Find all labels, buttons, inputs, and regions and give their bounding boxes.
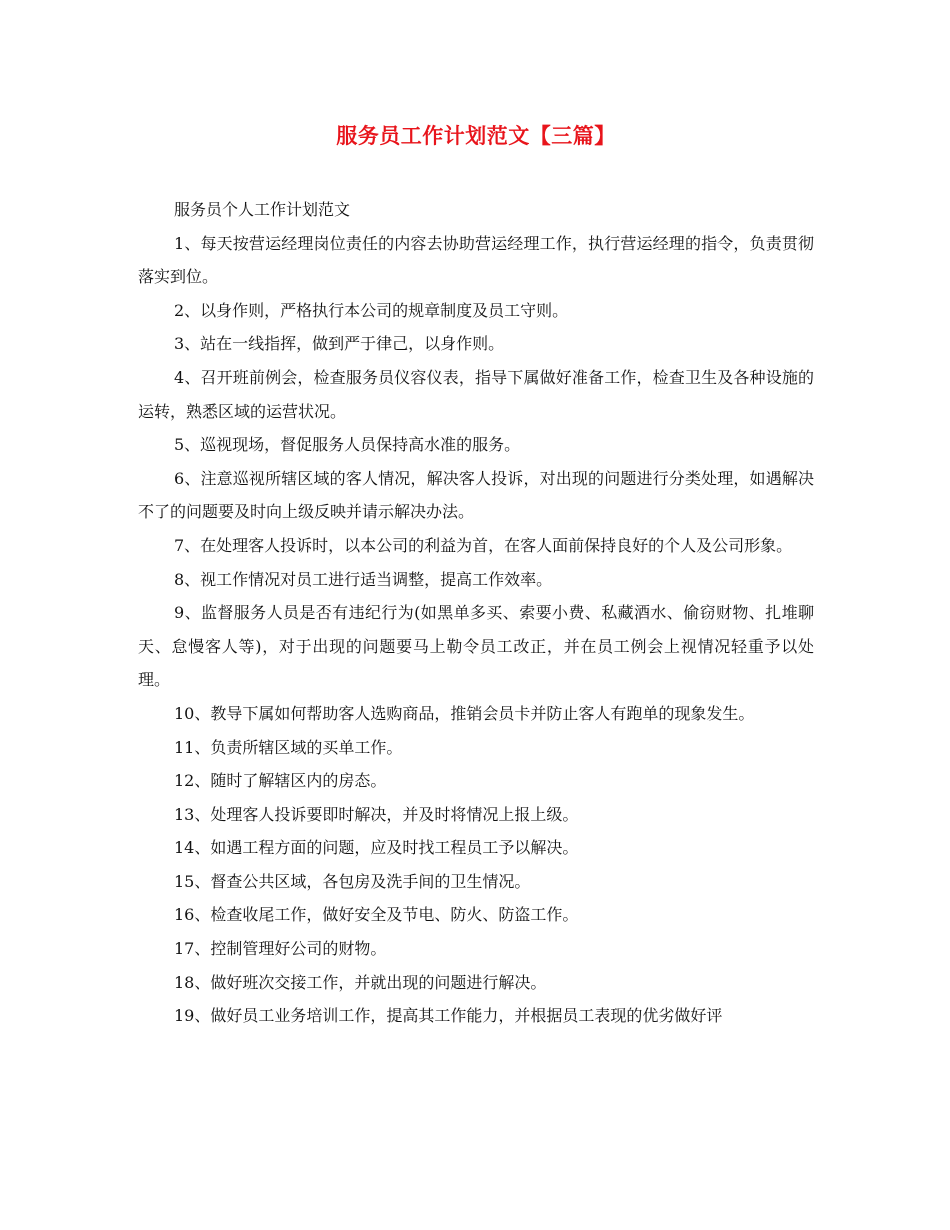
paragraph-item-5: 5、巡视现场，督促服务人员保持高水准的服务。 <box>174 435 521 455</box>
paragraph-item-18: 18、做好班次交接工作，并就出现的问题进行解决。 <box>174 972 547 992</box>
paragraph-item-10: 10、教导下属如何帮助客人选购商品，推销会员卡并防止客人有跑单的现象发生。 <box>174 703 755 723</box>
paragraph-item-16: 16、检查收尾工作，做好安全及节电、防火、防盗工作。 <box>174 905 579 925</box>
paragraph-item-17: 17、控制管理好公司的财物。 <box>174 939 387 959</box>
paragraph-item-14: 14、如遇工程方面的问题，应及时找工程员工予以解决。 <box>174 838 579 858</box>
paragraph-item-15: 15、督查公共区域，各包房及洗手间的卫生情况。 <box>174 871 531 891</box>
paragraph-item-8: 8、视工作情况对员工进行适当调整，提高工作效率。 <box>174 569 553 589</box>
paragraph-item-11: 11、负责所辖区域的买单工作。 <box>174 737 403 757</box>
paragraph-subtitle: 服务员个人工作计划范文 <box>174 200 351 219</box>
paragraph-item-4: 4、召开班前例会，检查服务员仪容仪表，指导下属做好准备工作，检查卫生及各种设施的运转，熟悉区域的运营状况。 <box>138 367 814 421</box>
paragraph-item-3: 3、站在一线指挥，做到严于律己，以身作则。 <box>174 334 505 354</box>
paragraph-item-13: 13、处理客人投诉要即时解决，并及时将情况上报上级。 <box>174 804 579 824</box>
paragraph-item-1: 1、每天按营运经理岗位责任的内容去协助营运经理工作，执行营运经理的指令，负责贯彻落实到位。 <box>138 233 814 287</box>
document-body <box>138 193 814 1033</box>
paragraph-item-9: 9、监督服务人员是否有违纪行为(如黑单多买、索要小费、私藏酒水、偷窃财物、扎堆聊天、怠慢客人等)，对于出现的问题要马上勒令员工改正，并在员工例会上视情况轻重予以处理。 <box>138 603 814 690</box>
paragraph-item-19: 19、做好员工业务培训工作，提高其工作能力，并根据员工表现的优劣做好评 <box>174 1006 723 1026</box>
document-title: 服务员工作计划范文【三篇】 <box>336 123 616 148</box>
paragraph-item-2: 2、以身作则，严格执行本公司的规章制度及员工守则。 <box>174 300 569 320</box>
paragraph-item-12: 12、随时了解辖区内的房态。 <box>174 771 387 791</box>
paragraph-item-7: 7、在处理客人投诉时，以本公司的利益为首，在客人面前保持良好的个人及公司形象。 <box>174 535 793 555</box>
paragraph-item-6: 6、注意巡视所辖区域的客人情况，解决客人投诉，对出现的问题进行分类处理，如遇解决不了的问题要及时向上级反映并请示解决办法。 <box>138 468 814 522</box>
